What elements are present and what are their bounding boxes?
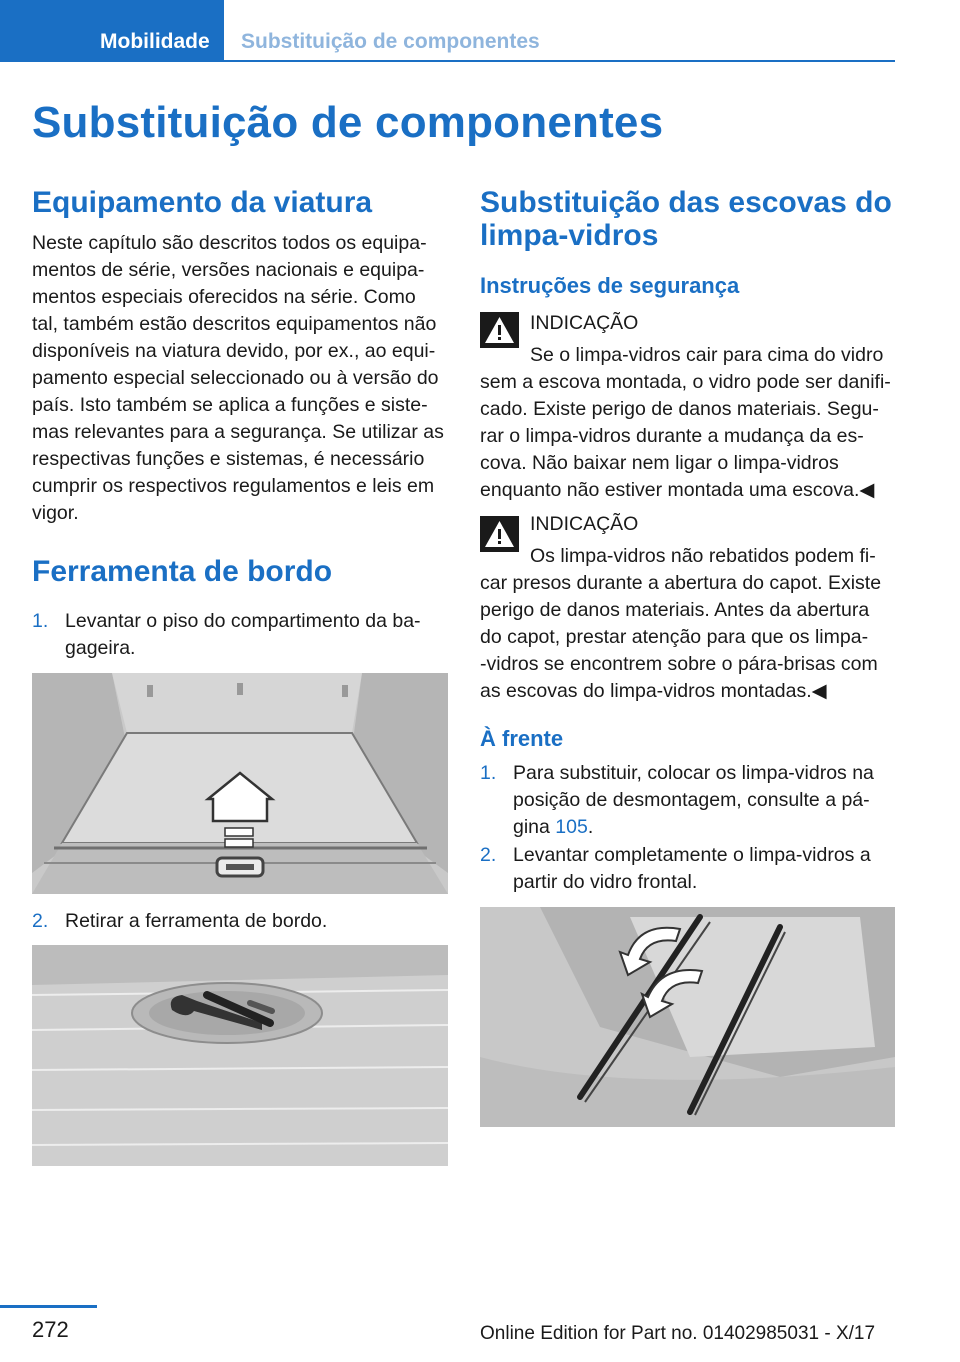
note-heading: INDICAÇÃO: [530, 312, 639, 334]
header-bar: [0, 0, 895, 62]
safety-heading: Instruções de segurança: [480, 273, 740, 298]
wiper-heading-line: Substituição das escovas do: [480, 186, 892, 219]
footer-rule: [0, 1305, 97, 1308]
page-title: Substituição de componentes: [32, 98, 664, 147]
equipment-line: disponíveis na viatura devido, por ex., ao equi‐: [32, 340, 436, 362]
tool-heading: Ferramenta de bordo: [32, 555, 333, 588]
note-paragraph: [480, 543, 896, 705]
step-line: partir do vidro frontal.: [513, 871, 698, 893]
header-tab-mobilidade[interactable]: Mobilidade: [100, 30, 210, 53]
tool-step-1: [32, 608, 448, 662]
equipment-line: vigor.: [32, 502, 79, 524]
equipment-heading: Equipamento da viatura: [32, 186, 373, 219]
step-line: Levantar o piso do compartimento da ba‐: [65, 610, 421, 632]
step-number: 2.: [32, 910, 49, 932]
equipment-line: tal, também estão descritos equipamentos não: [32, 313, 437, 335]
note-line: cova. Não baixar nem ligar o limpa-vidros: [480, 452, 839, 474]
note-line: do capot, prestar atenção para que os limpa-: [480, 626, 869, 648]
page-reference-link[interactable]: 105: [555, 816, 588, 838]
step-number: 2.: [480, 844, 497, 866]
equipment-line: mas relevantes para a segurança. Se utilizar as: [32, 421, 444, 443]
step-text: [65, 908, 448, 935]
equipment-line: Neste capítulo são descritos todos os equipa‐: [32, 232, 427, 254]
equipment-line: respectivas funções e sistemas, é necessário: [32, 448, 425, 470]
note-line: car presos durante a abertura do capot. Existe: [480, 572, 882, 594]
step-line: gageira.: [65, 637, 136, 659]
step-text: [513, 842, 896, 896]
front-heading: À frente: [480, 726, 564, 751]
equipment-line: mentos de série, versões nacionais e equipa‐: [32, 259, 425, 281]
trunk-floor-drawing: [32, 673, 448, 894]
note-line: sem a escova montada, o vidro pode ser danifi‐: [480, 371, 891, 393]
step-line: [513, 814, 896, 841]
step-line: Para substituir, colocar os limpa-vidros na: [513, 762, 874, 784]
note-line: cado. Existe perigo de danos materiais. Segu‐: [480, 398, 879, 420]
wiper-illustration: [480, 907, 895, 1127]
note-line: Se o limpa-vidros cair para cima do vidro: [530, 344, 884, 366]
equipment-line: país. Isto também se aplica a funções e siste‐: [32, 394, 428, 416]
header-underline: [224, 60, 895, 62]
wiper-heading: [480, 186, 900, 252]
step-number: 1.: [32, 610, 49, 632]
wiper-drawing: [480, 907, 895, 1127]
wiper-heading-line: limpa-vidros: [480, 219, 659, 252]
step-number: 1.: [480, 762, 497, 784]
step-line: posição de desmontagem, consulte a pá‐: [513, 789, 870, 811]
step-text-fragment: gina: [513, 816, 556, 838]
step-text-fragment: .: [587, 816, 594, 838]
note-line: as escovas do limpa-vidros montadas.◀: [480, 680, 827, 702]
trunk-floor-illustration: [32, 673, 448, 894]
onboard-tool-drawing: [32, 945, 448, 1166]
onboard-tool-illustration: [32, 945, 448, 1166]
step-text: [65, 608, 448, 662]
step-text: [513, 760, 896, 841]
note-heading: INDICAÇÃO: [530, 513, 639, 535]
note-line: rar o limpa-vidros durante a mudança da es‐: [480, 425, 864, 447]
equipment-line: cumprir os respectivos regulamentos e leis em: [32, 475, 435, 497]
header-tab-section[interactable]: Substituição de componentes: [241, 30, 540, 53]
step-line: Levantar completamente o limpa-vidros a: [513, 844, 871, 866]
equipment-line: mentos especiais oferecidos na série. Como: [32, 286, 416, 308]
note-line: Os limpa-vidros não rebatidos podem fi‐: [530, 545, 876, 567]
tool-step-2: [32, 908, 448, 935]
note-line: perigo de danos materiais. Antes da abertura: [480, 599, 870, 621]
equipment-paragraph: [32, 230, 452, 527]
note-line: enquanto não estiver montada uma escova.◀: [480, 479, 875, 501]
note-paragraph: [480, 342, 896, 504]
note-line: -vidros se encontrem sobre o pára-brisas com: [480, 653, 878, 675]
page-number: 272: [32, 1317, 69, 1342]
edition-note: Online Edition for Part no. 01402985031 - X/17: [480, 1323, 876, 1344]
step-line: Retirar a ferramenta de bordo.: [65, 910, 328, 932]
front-step-1: [480, 760, 896, 841]
front-step-2: [480, 842, 896, 896]
equipment-line: pamento especial seleccionado ou à versão do: [32, 367, 439, 389]
